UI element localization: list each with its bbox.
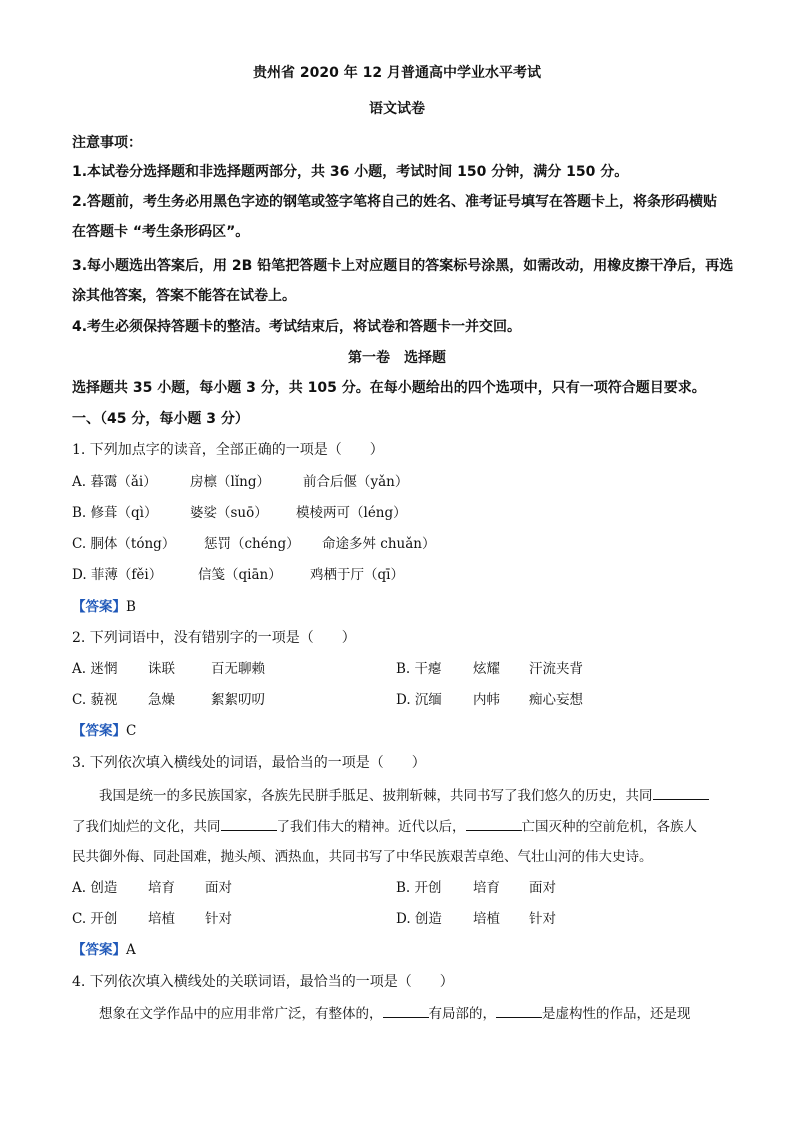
- q3-option-b-3: 面对: [529, 880, 556, 896]
- q3-option-b-1: B. 开创: [396, 880, 442, 896]
- q4-blank-2: [496, 1003, 542, 1018]
- q3-passage-text-3: 了我们伟大的精神。近代以后，: [276, 819, 466, 835]
- q4-blank-1: [383, 1003, 429, 1018]
- q1-option-a-3: 前合后偃（yǎn）: [303, 474, 409, 490]
- notice-item-4: 4.考生必须保持答题卡的整洁。考试结束后，将试卷和答题卡一并交回。: [72, 319, 522, 335]
- q3-blank-3: [466, 816, 522, 831]
- q3-passage-text-1: 我国是统一的多民族国家，各族先民胼手胝足、披荆斩棘，共同书写了我们悠久的历史，共同: [99, 788, 653, 804]
- notice-heading: 注意事项：: [72, 135, 142, 151]
- q2-option-b-3: 汗流夹背: [529, 661, 583, 677]
- q2-stem: 2. 下列词语中，没有错别字的一项是（ ）: [72, 630, 356, 646]
- q2-option-c-1: C. 藐视: [72, 692, 118, 708]
- q2-option-a-1: A. 迷惘: [72, 661, 118, 677]
- q2-option-b-2: 炫耀: [473, 661, 500, 677]
- q2-option-d-2: 内帏: [473, 692, 500, 708]
- q2-option-a-3: 百无聊赖: [211, 661, 265, 677]
- section-intro: 选择题共 35 小题，每小题 3 分，共 105 分。在每小题给出的四个选项中，只有一项符合题目要求。: [72, 380, 706, 396]
- q1-option-c-2: 惩罚（chéng）: [204, 536, 300, 552]
- q3-answer: [72, 940, 136, 960]
- q3-passage-text-4: 亡国灭种的空前危机，各族人: [521, 819, 697, 835]
- q3-answer-value: A: [126, 942, 136, 958]
- q1-option-c-1: C. 胴体（tóng）: [72, 536, 176, 552]
- q4-passage-line-1: [99, 1003, 691, 1024]
- q2-option-a-2: 诛联: [148, 661, 175, 677]
- q3-option-b-2: 培育: [473, 880, 500, 896]
- answer-tag: 【答案】: [72, 942, 126, 958]
- q3-blank-1: [653, 785, 709, 800]
- q2-option-c-3: 絮絮叨叨: [211, 692, 265, 708]
- q3-blank-2: [221, 816, 277, 831]
- q1-option-b-3: 模棱两可（léng）: [296, 505, 407, 521]
- notice-item-2: 2.答题前，考生务必用黑色字迹的钢笔或签字笔将自己的姓名、准考证号填写在答题卡上，将条形码横贴: [72, 194, 718, 210]
- q2-answer: [72, 721, 136, 741]
- q3-passage-line-2: [72, 816, 697, 837]
- q3-passage-line-3: 民共御外侮、同赴国难，抛头颅、洒热血，共同书写了中华民族艰苦卓绝、气壮山河的伟大史诗。: [72, 849, 653, 865]
- q3-option-d-2: 培植: [473, 911, 500, 927]
- q2-option-b-1: B. 干瘪: [396, 661, 442, 677]
- notice-item-3: 3.每小题选出答案后，用 2B 铅笔把答题卡上对应题目的答案标号涂黑，如需改动，用橡皮擦干净后，再选: [72, 258, 734, 274]
- q4-passage-text-1: 想象在文学作品中的应用非常广泛，有整体的，: [99, 1006, 383, 1022]
- q1-answer: [72, 597, 136, 617]
- q1-option-d-3: 鸡栖于厅（qī）: [310, 567, 404, 583]
- q4-stem: 4. 下列依次填入横线处的关联词语，最恰当的一项是（ ）: [72, 974, 454, 990]
- q3-option-c-1: C. 开创: [72, 911, 118, 927]
- q3-passage-text-2: 了我们灿烂的文化，共同: [72, 819, 221, 835]
- q2-option-c-2: 急燥: [148, 692, 175, 708]
- q1-option-d-1: D. 菲薄（fěi）: [72, 567, 163, 583]
- q1-option-a-2: 房檩（lǐng）: [190, 474, 270, 490]
- q3-stem: 3. 下列依次填入横线处的词语，最恰当的一项是（ ）: [72, 755, 426, 771]
- section-title: 第一卷 选择题: [348, 350, 446, 366]
- q1-option-d-2: 信笺（qiān）: [198, 567, 282, 583]
- answer-tag: 【答案】: [72, 599, 126, 615]
- q3-option-a-1: A. 创造: [72, 880, 118, 896]
- answer-tag: 【答案】: [72, 723, 126, 739]
- q3-option-c-2: 培植: [148, 911, 175, 927]
- q1-option-b-1: B. 修葺（qì）: [72, 505, 158, 521]
- q1-option-b-2: 婆娑（suō）: [190, 505, 268, 521]
- q3-option-c-3: 针对: [205, 911, 232, 927]
- part-heading: 一、（45 分，每小题 3 分）: [72, 411, 249, 427]
- q3-option-d-1: D. 创造: [396, 911, 442, 927]
- q4-passage-text-2: 有局部的，: [428, 1006, 496, 1022]
- q3-passage-line-1: [99, 785, 709, 806]
- q1-option-a-1: A. 暮霭（ǎi）: [72, 474, 157, 490]
- q1-stem: 1. 下列加点字的读音，全部正确的一项是（ ）: [72, 442, 384, 458]
- q2-answer-value: C: [126, 723, 137, 739]
- q3-option-d-3: 针对: [529, 911, 556, 927]
- q3-option-a-3: 面对: [205, 880, 232, 896]
- notice-item-1: 1.本试卷分选择题和非选择题两部分，共 36 小题，考试时间 150 分钟，满分 150 分。: [72, 164, 629, 180]
- notice-item-3-cont: 涂其他答案，答案不能答在试卷上。: [72, 288, 296, 304]
- q1-answer-value: B: [126, 599, 136, 615]
- exam-title: 贵州省 2020 年 12 月普通高中学业水平考试: [253, 65, 541, 81]
- q2-option-d-1: D. 沉缅: [396, 692, 442, 708]
- q3-option-a-2: 培育: [148, 880, 175, 896]
- exam-subtitle: 语文试卷: [369, 101, 425, 117]
- q2-option-d-3: 痴心妄想: [529, 692, 583, 708]
- notice-item-2-cont: 在答题卡 “考生条形码区”。: [72, 224, 250, 240]
- q4-passage-text-3: 是虚构性的作品，还是现: [542, 1006, 691, 1022]
- q1-option-c-3: 命途多舛 chuǎn）: [322, 536, 436, 552]
